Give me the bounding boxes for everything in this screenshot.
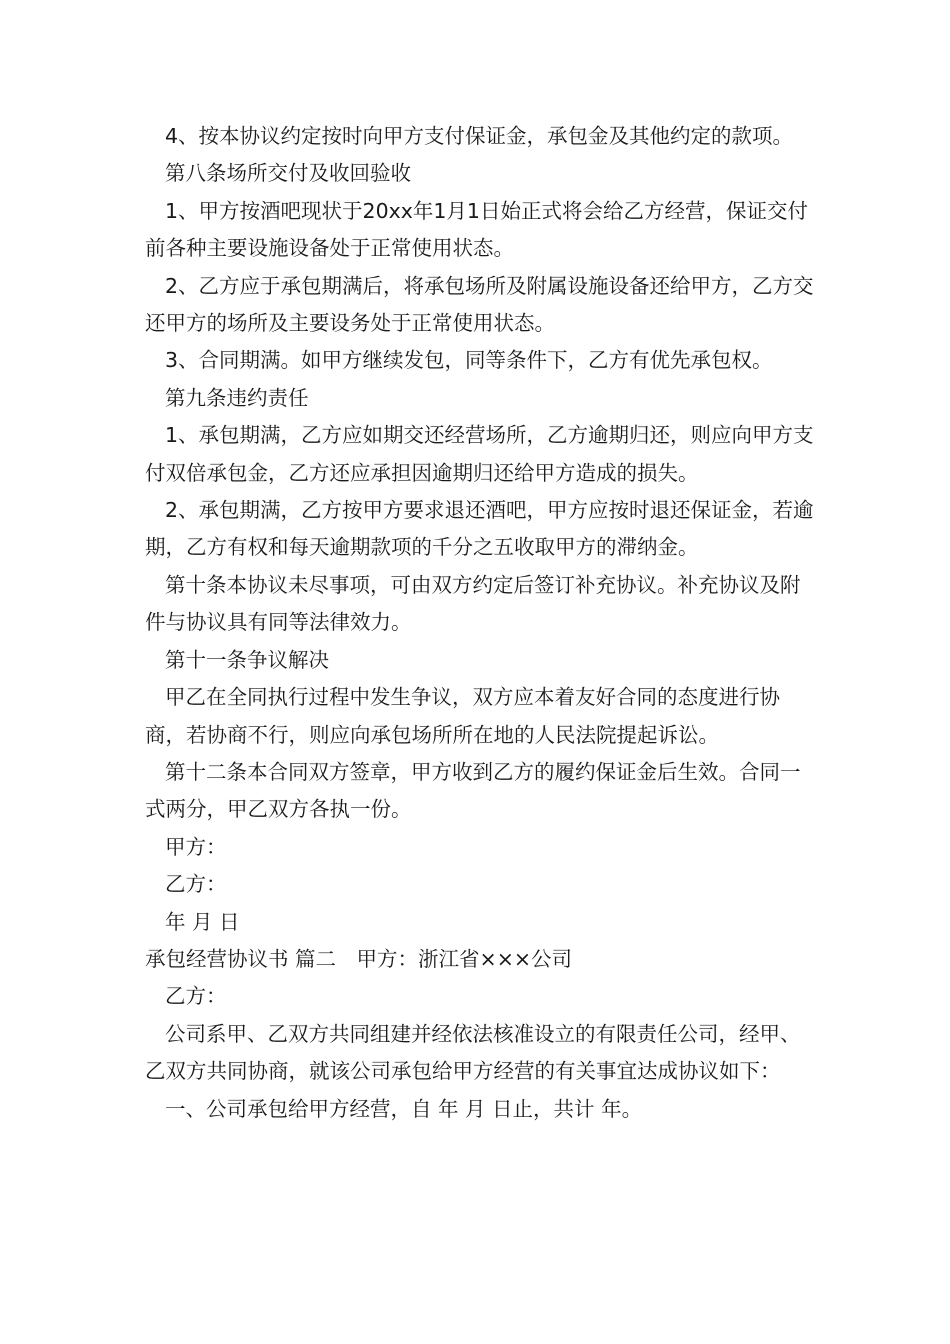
signature-date: 年 月 日 <box>165 909 240 934</box>
signature-party-a: 甲方： <box>165 834 227 859</box>
paragraph-article-12: 第十二条本合同双方签章，甲方收到乙方的履约保证金后生效。合同一式两分，甲乙双方各执一份。 <box>145 759 801 822</box>
signature-party-b: 乙方： <box>165 872 227 897</box>
section-title-part-two: 承包经营协议书 篇二 甲方：浙江省×××公司 <box>145 946 573 971</box>
heading-article-8: 第八条场所交付及收回验收 <box>165 161 411 186</box>
paragraph-clause-9-item-1: 1、承包期满，乙方应如期交还经营场所，乙方逾期归还，则应向甲方支付双倍承包金，乙方还应承担因逾期归还给甲方造成的损失。 <box>145 423 814 485</box>
paragraph-item-one: 一、公司承包给甲方经营，自 年 月 日止，共计 年。 <box>165 1096 643 1121</box>
document-body <box>145 118 815 1128</box>
paragraph-intro-part-two: 公司系甲、乙双方共同组建并经依法核准设立的有限责任公司，经甲、乙双方共同协商，就该公司承包给甲方经营的有关事宜达成协议如下： <box>145 1021 801 1084</box>
paragraph-clause-9-item-2: 2、承包期满，乙方按甲方要求退还酒吧，甲方应按时退还保证金，若逾期，乙方有权和每天逾期款项的千分之五收取甲方的滞纳金。 <box>145 498 814 560</box>
paragraph-clause-8-item-3: 3、合同期满。如甲方继续发包，同等条件下，乙方有优先承包权。 <box>165 348 773 373</box>
heading-article-11: 第十一条争议解决 <box>165 647 329 672</box>
paragraph-clause-8-item-2: 2、乙方应于承包期满后，将承包场所及附属设施设备还给甲方，乙方交还甲方的场所及主要设务处于正常使用状态。 <box>145 273 814 336</box>
party-b-label: 乙方： <box>165 984 227 1009</box>
heading-article-9: 第九条违约责任 <box>165 385 309 410</box>
paragraph-clause-7-item-4: 4、按本协议约定按时向甲方支付保证金，承包金及其他约定的款项。 <box>165 124 794 148</box>
paragraph-article-10: 第十条本协议未尽事项，可由双方约定后签订补充协议。补充协议及附件与协议具有同等法律效力。 <box>145 572 801 635</box>
paragraph-dispute-resolution: 甲乙在全同执行过程中发生争议，双方应本着友好合同的态度进行协商，若协商不行，则应向承包场所所在地的人民法院提起诉讼。 <box>145 685 780 747</box>
paragraph-clause-8-item-1: 1、甲方按酒吧现状于20xx年1月1日始正式将会给乙方经营，保证交付前各种主要设施设备处于正常使用状态。 <box>145 198 808 261</box>
